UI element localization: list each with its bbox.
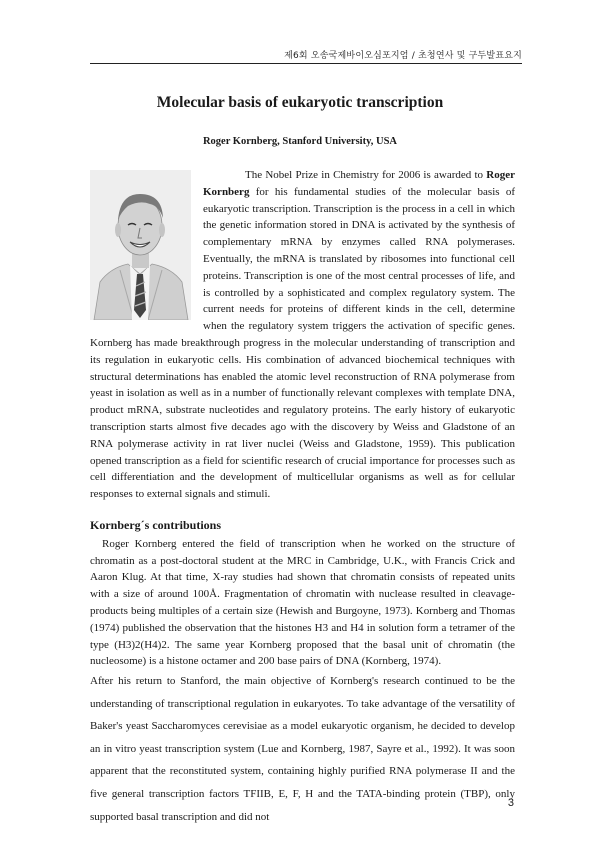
section-paragraph-2: After his return to Stanford, the main objective of Kornberg's research continued to be the understanding of transcriptional regulation in eukaryotes. To take advantage of the versatility of Baker's yeast Saccharomyces cerevisiae as a model eukaryotic organism, he decided to develop an in vitro yeast transcription system (Lue and Kornberg, 1987, Sayre et al., 1992). It was soon apparent that the reconstituted system, containing highly purified RNA polymerase II and the five general transcription factors TFIIB, E, F, H and the TATA-binding protein (TBP), only supported basal transcription and did not: [90, 675, 515, 823]
intro-lead-text: The Nobel Prize in Chemistry for 2006 is awarded to: [245, 169, 487, 181]
article-body: [90, 167, 515, 828]
page-number: 3: [507, 797, 514, 809]
intro-rest-text: for his fundamental studies of the molecular basis of eukaryotic transcription. Transcription is the process in a cell in which the genetic information stored in DNA is activated by the synthesis of complementary mRNA by enzymes called RNA polymerases. Eventually, the mRNA is translated by ribosomes into functional cell proteins. Transcription is one of the most central processes of life, and is controlled by a sophisticated and complex regulatory system. The current needs for proteins of different kinds in the cell, determine when the regulatory system triggers the activation of specific genes. Kornberg has made breakthrough progress in the molecular understanding of transcription and its regulation in eukaryotic cells. His combination of advanced biochemical techniques with structural determinations has enabled the atomic level reconstruction of RNA polymerase from yeast in isolation as well as in a number of functionally relevant complexes with template DNA, product mRNA, substrate nucleotides and regulatory proteins. The early history of eukaryotic transcription starts almost five decades ago with the discovery by Weiss and Gladstone of an RNA polymerase activity in rat liver nuclei (Weiss and Gladstone, 1959). This publication opened transcription as a field for scientific research of crucial importance for processes such as cell differentiation and the development of multicellular organisms as well as for cellular responses to external signals and stimuli.: [90, 185, 515, 501]
section-paragraph-1: Roger Kornberg entered the field of transcription when he worked on the structure of chromatin as a post-doctoral student at the MRC in Cambridge, U.K., with Francis Crick and Aaron Klug. At that time, X-ray studies had shown that chromatin consists of repeated units with a size of around 100Å. Fragmentation of chromatin with nuclease resulted in cleavage-products being multiples of a certain size (Hewish and Burgoyne, 1973). Kornberg and Thomas (1974) published the observation that the histones H3 and H4 in solution form a tetramer of the type (H3)2(H4)2. The same year Kornberg proposed that the basal unit of chromatin (the nucleosome) is a histone octamer and 200 base pairs of DNA (Kornberg, 1974).: [90, 537, 515, 668]
portrait-illustration: [90, 170, 191, 320]
author-byline: Roger Kornberg, Stanford University, USA: [202, 136, 398, 147]
section-heading: Kornberg´s contributions: [90, 517, 222, 532]
header-rule: [90, 63, 522, 64]
article-title: Molecular basis of eukaryotic transcription: [156, 94, 444, 111]
author-portrait-photo: [90, 170, 191, 320]
laureate-name: Roger Kornberg: [203, 169, 515, 198]
running-header: 제6회 오송국제바이오심포지엄 / 초청연사 및 구두발표요지: [284, 51, 522, 61]
